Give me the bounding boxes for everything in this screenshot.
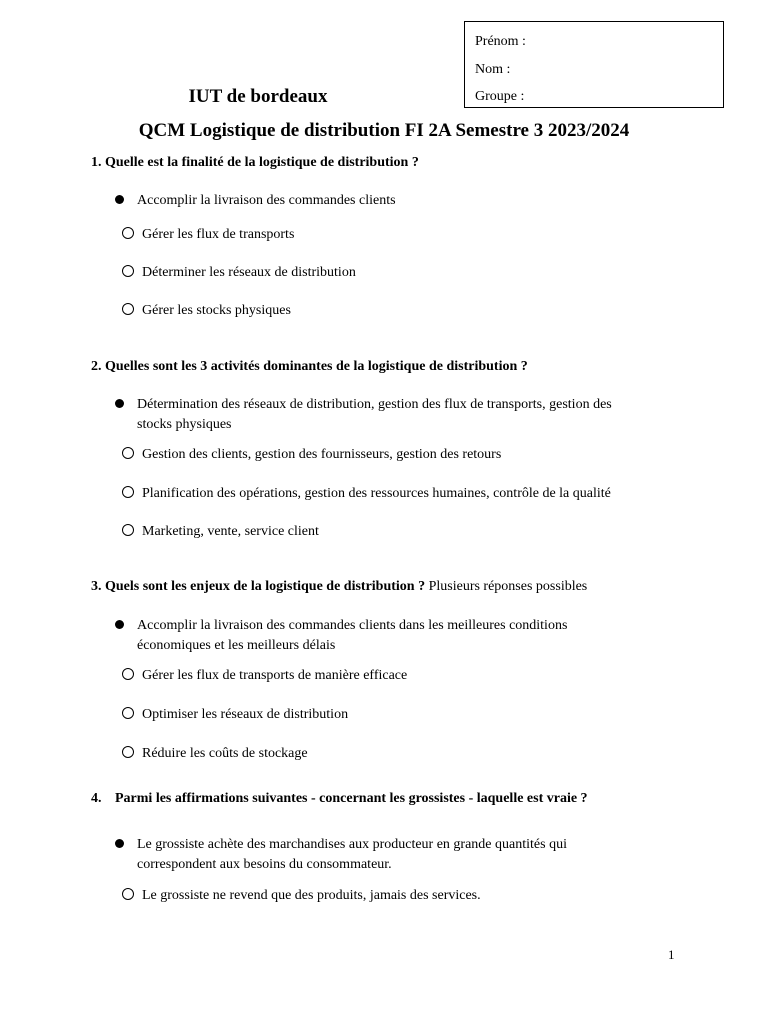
question-4-selected-answer-line-2: correspondent aux besoins du consommateur.	[137, 857, 392, 872]
question-2: 2. Quelles sont les 3 activités dominantes de la logistique de distribution ?	[91, 359, 528, 374]
question-3-option-3: Réduire les coûts de stockage	[142, 746, 308, 761]
question-3-selected-answer-line-1: Accomplir la livraison des commandes clients dans les meilleures conditions	[137, 618, 568, 633]
question-4-number: 4.	[91, 791, 102, 806]
empty-radio-icon[interactable]	[122, 486, 134, 498]
question-2-selected-answer-line-2: stocks physiques	[137, 417, 232, 432]
empty-radio-icon[interactable]	[122, 888, 134, 900]
question-2-option-1: Gestion des clients, gestion des fournisseurs, gestion des retours	[142, 447, 502, 462]
question-2-option-3: Marketing, vente, service client	[142, 524, 319, 539]
question-1-option-2: Déterminer les réseaux de distribution	[142, 265, 356, 280]
question-3	[91, 579, 587, 595]
filled-radio-icon	[115, 399, 124, 408]
question-1-selected-answer: Accomplir la livraison des commandes clients	[137, 193, 396, 208]
question-4-option-1: Le grossiste ne revend que des produits, jamais des services.	[142, 888, 481, 903]
question-3-hint: Plusieurs réponses possibles	[425, 579, 588, 594]
empty-radio-icon[interactable]	[122, 746, 134, 758]
question-2-option-2: Planification des opérations, gestion des ressources humaines, contrôle de la qualité	[142, 486, 611, 501]
question-4-text: Parmi les affirmations suivantes - concernant les grossistes - laquelle est vraie ?	[115, 791, 588, 806]
question-3-option-2: Optimiser les réseaux de distribution	[142, 707, 349, 722]
empty-radio-icon[interactable]	[122, 303, 134, 315]
empty-radio-icon[interactable]	[122, 707, 134, 719]
school-name: IUT de bordeaux	[188, 86, 328, 107]
question-4-selected-answer-line-1: Le grossiste achète des marchandises aux producteur en grande quantités qui	[137, 837, 567, 852]
page-title: QCM Logistique de distribution FI 2A Semestre 3 2023/2024	[138, 120, 630, 141]
groupe-field-label: Groupe :	[475, 89, 525, 104]
page-number: 1	[668, 947, 675, 962]
empty-radio-icon[interactable]	[122, 668, 134, 680]
empty-radio-icon[interactable]	[122, 265, 134, 277]
prenom-field-label: Prénom :	[475, 34, 526, 49]
empty-radio-icon[interactable]	[122, 447, 134, 459]
question-3-text: 3. Quels sont les enjeux de la logistique de distribution ?	[91, 579, 426, 594]
question-1-option-1: Gérer les flux de transports	[142, 227, 295, 242]
question-2-selected-answer-line-1: Détermination des réseaux de distribution, gestion des flux de transports, gestion des	[137, 397, 612, 412]
filled-radio-icon	[115, 195, 124, 204]
question-1-option-3: Gérer les stocks physiques	[142, 303, 291, 318]
question-3-option-1: Gérer les flux de transports de manière efficace	[142, 668, 408, 683]
question-1: 1. Quelle est la finalité de la logistique de distribution ?	[91, 155, 419, 170]
question-3-selected-answer-line-2: économiques et les meilleurs délais	[137, 638, 336, 653]
filled-radio-icon	[115, 620, 124, 629]
nom-field-label: Nom :	[475, 61, 511, 77]
question-4	[91, 791, 588, 807]
filled-radio-icon	[115, 839, 124, 848]
empty-radio-icon[interactable]	[122, 227, 134, 239]
empty-radio-icon[interactable]	[122, 524, 134, 536]
